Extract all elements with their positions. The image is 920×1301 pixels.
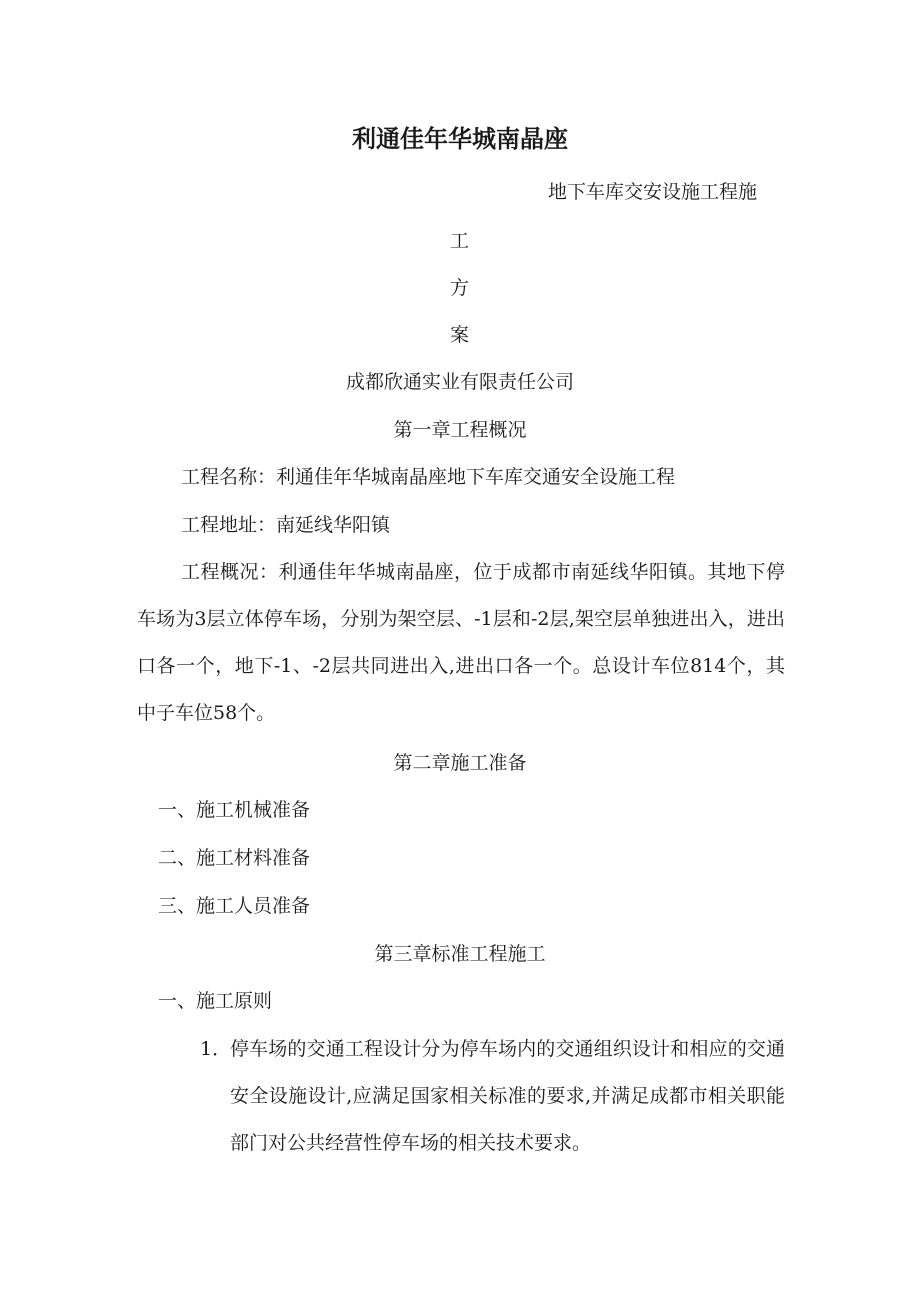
chapter2-heading: 第二章施工准备 (393, 752, 527, 774)
vertical-char-3: 案 (450, 324, 470, 346)
point-number: 1． (200, 1038, 232, 1060)
prep-item-materials: 二、施工材料准备 (158, 847, 311, 869)
subtitle-line: 地下车库交安设施工程施 (548, 181, 758, 203)
chapter1-heading: 第一章工程概况 (393, 419, 527, 441)
section-principles: 一、施工原则 (158, 990, 273, 1012)
vertical-char-1: 工 (450, 230, 470, 252)
company-name: 成都欣通实业有限责任公司 (345, 371, 574, 393)
prep-item-personnel: 三、施工人员准备 (158, 895, 311, 917)
project-overview: 工程概况：利通佳年华城南晶座，位于成都市南延线华阳镇。其地下停车场为3层立体停车场，分别为架空层、-1层和-2层,架空层单独进出入，进出口各一个，地下-1、-2层共同进出入,进出口各一个。总设计车位814个，其中子车位58个。 (137, 561, 785, 724)
vertical-char-2: 方 (450, 277, 470, 299)
chapter3-heading: 第三章标准工程施工 (374, 943, 546, 965)
prep-item-machinery: 一、施工机械准备 (158, 799, 311, 821)
document-title: 利通佳年华城南晶座 (352, 125, 568, 153)
point-text: 停车场的交通工程设计分为停车场内的交通组织设计和相应的交通安全设施设计,应满足国家相关标准的要求,并满足成都市相关职能部门对公共经营性停车场的相关技术要求。 (230, 1038, 785, 1154)
project-name: 工程名称：利通佳年华城南晶座地下车库交通安全设施工程 (181, 466, 676, 488)
project-address: 工程地址：南延线华阳镇 (181, 514, 391, 536)
